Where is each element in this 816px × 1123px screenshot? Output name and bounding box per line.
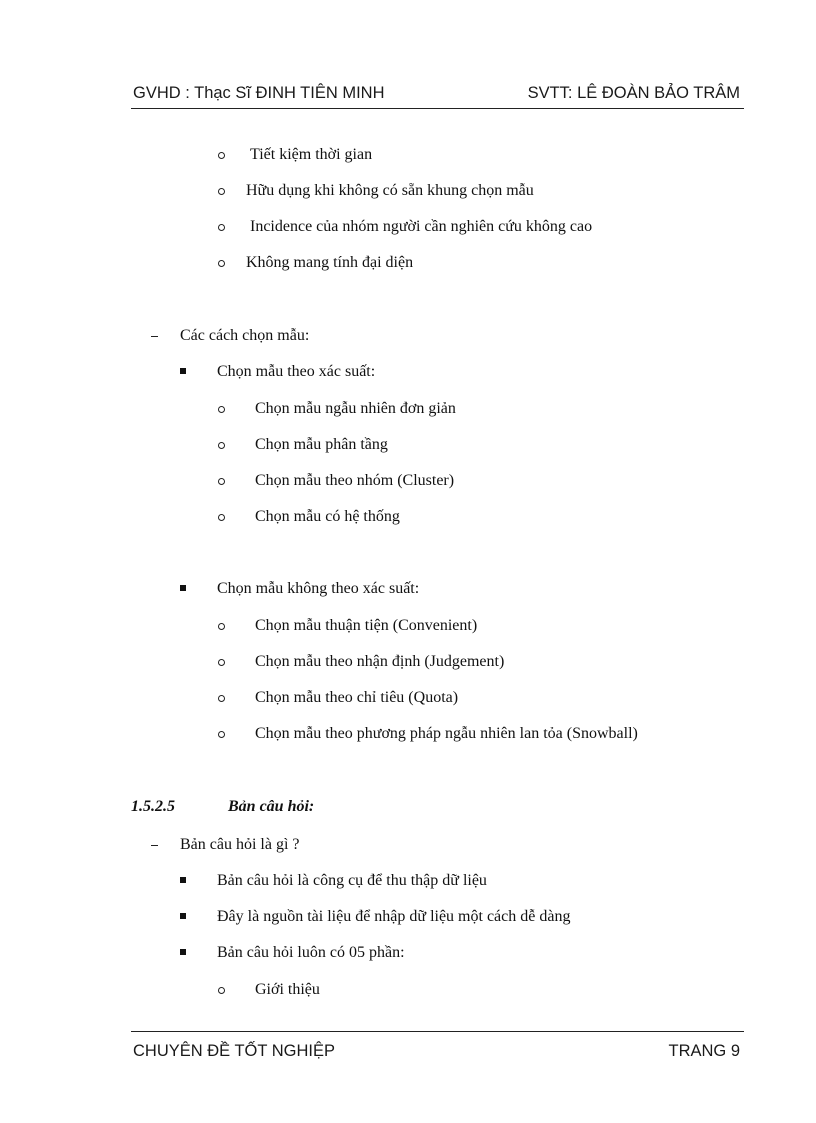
nonprob-title: Chọn mẫu không theo xác suất: [217,580,420,597]
list-item: Hữu dụng khi không có sẵn khung chọn mẫu [246,182,534,199]
dash-bullet-icon [151,845,158,846]
list-item: Bản câu hỏi là công cụ để thu thập dữ liệu [217,872,487,889]
list-item: Incidence của nhóm người cần nghiên cứu không cao [250,218,593,235]
section-title: Bản câu hỏi: [228,798,315,815]
header-advisor: GVHD : Thạc Sĩ ĐINH TIÊN MINH [133,84,385,102]
list-item: Chọn mẫu phân tầng [255,436,388,453]
list-item: Chọn mẫu theo chỉ tiêu (Quota) [255,689,459,706]
circle-bullet-icon [218,695,225,702]
list-item: Giới thiệu [255,981,320,998]
header-rule [131,108,744,109]
circle-bullet-icon [218,188,225,195]
circle-bullet-icon [218,442,225,449]
list-item: Bản câu hỏi luôn có 05 phần: [217,944,405,961]
circle-bullet-icon [218,478,225,485]
square-bullet-icon [180,949,186,955]
circle-bullet-icon [218,406,225,413]
dash-bullet-icon [151,336,158,337]
circle-bullet-icon [218,731,225,738]
prob-title: Chọn mẫu theo xác suất: [217,363,376,380]
list-item: Không mang tính đại diện [246,254,414,271]
circle-bullet-icon [218,514,225,521]
list-item: Chọn mẫu ngẫu nhiên đơn giản [255,400,456,417]
list-item: Chọn mẫu theo phương pháp ngẫu nhiên lan tỏa (Snowball) [255,725,638,742]
list-item: Chọn mẫu có hệ thống [255,508,400,525]
circle-bullet-icon [218,987,225,994]
footer-rule [131,1031,744,1032]
list-item: Chọn mẫu theo nhóm (Cluster) [255,472,455,489]
list-item: Tiết kiệm thời gian [250,146,373,163]
page-number: TRANG 9 [668,1042,740,1060]
questionnaire-intro: Bản câu hỏi là gì ? [180,836,300,853]
circle-bullet-icon [218,623,225,630]
list-item: Chọn mẫu theo nhận định (Judgement) [255,653,505,670]
list-item: Đây là nguồn tài liệu để nhập dữ liệu một cách dễ dàng [217,908,571,925]
list-item: Chọn mẫu thuận tiện (Convenient) [255,617,478,634]
square-bullet-icon [180,877,186,883]
circle-bullet-icon [218,152,225,159]
circle-bullet-icon [218,260,225,267]
square-bullet-icon [180,913,186,919]
square-bullet-icon [180,368,186,374]
header-student: SVTT: LÊ ĐOÀN BẢO TRÂM [527,84,740,102]
circle-bullet-icon [218,224,225,231]
circle-bullet-icon [218,659,225,666]
section-number: 1.5.2.5 [131,798,175,815]
square-bullet-icon [180,585,186,591]
footer-title: CHUYÊN ĐỀ TỐT NGHIỆP [133,1042,336,1060]
methods-intro: Các cách chọn mẫu: [180,327,310,344]
